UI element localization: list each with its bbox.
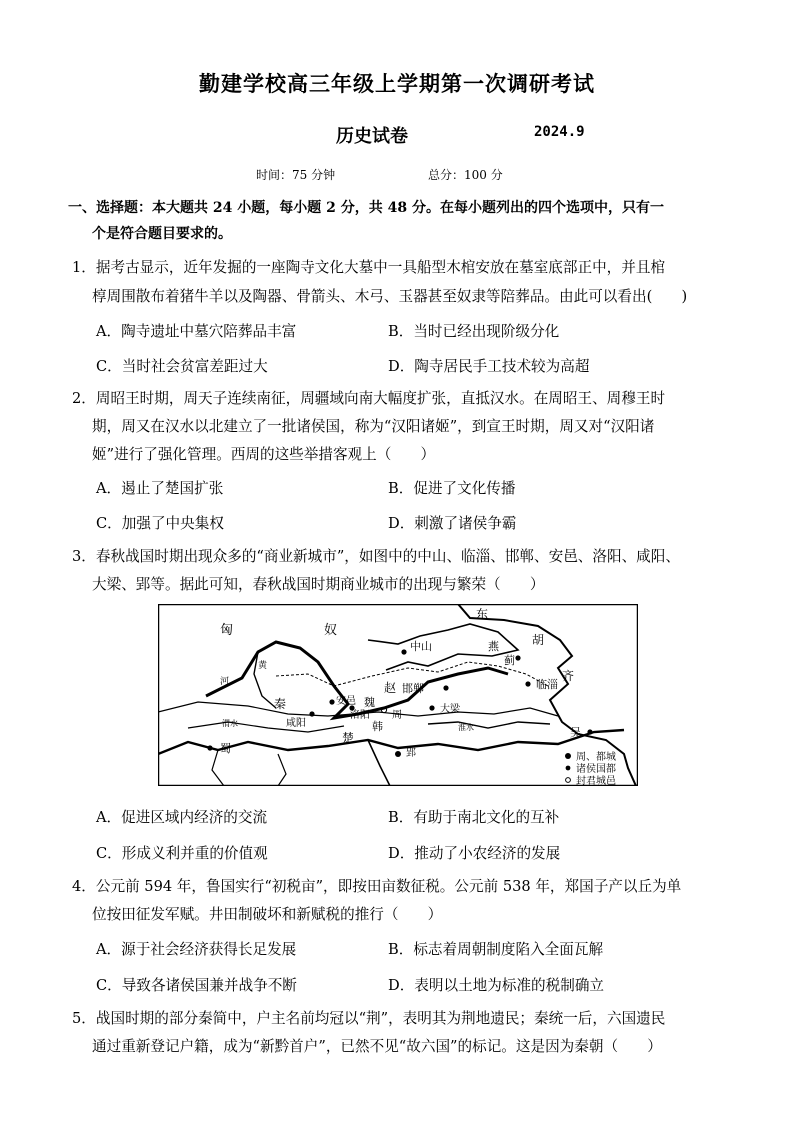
question-4-option-a[interactable]: A．源于社会经济获得长足发展 — [96, 941, 297, 958]
map-label-chu: 楚 — [342, 731, 355, 745]
time-limit: 时间：75 分钟 — [256, 168, 336, 182]
map-label-ji: 蓟 — [504, 654, 515, 667]
question-3-option-a[interactable]: A．促进区域内经济的交流 — [96, 809, 268, 826]
question-1-option-b[interactable]: B．当时已经出现阶级分化 — [388, 323, 560, 340]
map-label-dong: 东 — [476, 607, 489, 621]
map-legend-capital: 周、都城 — [576, 752, 616, 763]
map-label-shu: 蜀 — [220, 742, 231, 755]
question-3-option-b[interactable]: B．有助于南北文化的互补 — [388, 809, 560, 826]
question-4-option-b[interactable]: B．标志着周朝制度陷入全面瓦解 — [388, 941, 604, 958]
map-label-zhongshan: 中山 — [410, 640, 432, 653]
question-3-line2: 大梁、郢等。据此可知，春秋战国时期商业城市的出现与繁荣（ ） — [92, 576, 545, 593]
question-4-line2: 位按田征发军赋。井田制破坏和新赋税的推行（ ） — [92, 906, 443, 923]
map-label-nu: 奴 — [324, 623, 338, 638]
section-instruction-line1: 一、选择题：本大题共 24 小题，每小题 2 分，共 48 分。在每小题列出的四个选项中，只有一 — [68, 200, 664, 216]
question-1-option-a[interactable]: A．陶寺遗址中墓穴陪葬品丰富 — [96, 323, 297, 340]
question-1-line1: 1．据考古显示，近年发掘的一座陶寺文化大墓中一具船型木棺安放在墓室底部正中，并且棺 — [72, 259, 666, 276]
question-2-line2: 期，周又在汉水以北建立了一批诸侯国，称为“汉阳诸姬”，到宣王时期，周又对“汉阳诸 — [92, 418, 655, 435]
total-score: 总分：100 分 — [428, 168, 503, 182]
map-label-hu: 胡 — [532, 633, 545, 647]
question-4-option-c[interactable]: C．导致各诸侯国兼并战争不断 — [96, 977, 297, 994]
map-label-he: 河 — [220, 677, 230, 687]
map-label-ying: 郢 — [406, 748, 416, 759]
question-2-line1: 2．周昭王时期，周天子连续南征，周疆域向南大幅度扩张，直抵汉水。在周昭王、周穆王时 — [72, 390, 666, 407]
question-3-line1: 3．春秋战国时期出现众多的“商业新城市”，如图中的中山、临淄、邯郸、安邑、洛阳、咸阳、 — [72, 548, 680, 565]
map-label-zhou: 周 — [392, 710, 402, 721]
question-2-option-b[interactable]: B．促进了文化传播 — [388, 480, 516, 497]
question-1-line2: 椁周围散布着猪牛羊以及陶器、骨箭头、木弓、玉器甚至奴隶等陪葬品。由此可以看出( ) — [92, 288, 688, 305]
subject-title: 历史试卷 — [336, 126, 408, 147]
map-label-handan: 邯郸 — [402, 682, 424, 695]
map-label-han: 韩 — [372, 720, 383, 733]
map-label-anyi: 安邑 — [336, 696, 356, 707]
question-5-line1: 5．战国时期的部分秦简中，户主名前均冠以“荆”，表明其为荆地遗民；秦统一后，六国遗民 — [72, 1010, 666, 1027]
map-label-xiong: 匈 — [220, 623, 234, 638]
question-5-line2: 通过重新登记户籍，成为“新黔首户”，已然不见“故六国”的标记。这是因为秦朝（ ） — [92, 1038, 662, 1055]
question-3-option-c[interactable]: C．形成义利并重的价值观 — [96, 845, 268, 862]
map-legend-state-capital: 诸侯国都 — [576, 764, 616, 775]
map-label-huang: 黄 — [258, 661, 268, 671]
question-2-option-a[interactable]: A．遏止了楚国扩张 — [96, 480, 224, 497]
exam-title: 勤建学校高三年级上学期第一次调研考试 — [199, 71, 595, 96]
question-4-option-d[interactable]: D．表明以土地为标准的税制确立 — [388, 977, 605, 994]
question-2-option-d[interactable]: D．刺激了诸侯争霸 — [388, 515, 517, 532]
question-4-line1: 4．公元前 594 年，鲁国实行“初税亩”，即按田亩数征税。公元前 538 年，郑国子产以丘为单 — [72, 878, 682, 895]
question-1-option-c[interactable]: C．当时社会贫富差距过大 — [96, 358, 268, 375]
exam-date: 2024.9 — [534, 124, 585, 140]
map-label-wei-river: 渭水 — [222, 719, 238, 728]
map-label-qin: 秦 — [274, 697, 287, 711]
map-label-wu: 吴 — [570, 726, 581, 739]
map-label-linzi: 临淄 — [536, 678, 558, 691]
map-label-yan: 燕 — [488, 640, 499, 653]
question-3-option-d[interactable]: D．推动了小农经济的发展 — [388, 845, 561, 862]
map-label-daliang: 大梁 — [440, 704, 460, 715]
map-label-wei-state: 魏 — [364, 696, 375, 709]
map-label-zhao: 赵 — [384, 681, 397, 695]
question-2-option-c[interactable]: C．加强了中央集权 — [96, 515, 224, 532]
map-label-xianyang: 咸阳 — [286, 718, 306, 729]
map-label-huai-river: 淮水 — [458, 723, 474, 732]
map-label-luoyang: 洛阳 — [350, 710, 370, 721]
map-legend-fief-city: 封君城邑 — [576, 776, 616, 786]
map-label-qi: 齐 — [562, 669, 575, 683]
warring-states-map — [158, 604, 638, 786]
question-2-line3: 姬”进行了强化管理。西周的这些举措客观上（ ） — [92, 446, 436, 463]
section-instruction-line2: 个是符合题目要求的。 — [92, 226, 232, 242]
question-1-option-d[interactable]: D．陶寺居民手工技术较为高超 — [388, 358, 590, 375]
